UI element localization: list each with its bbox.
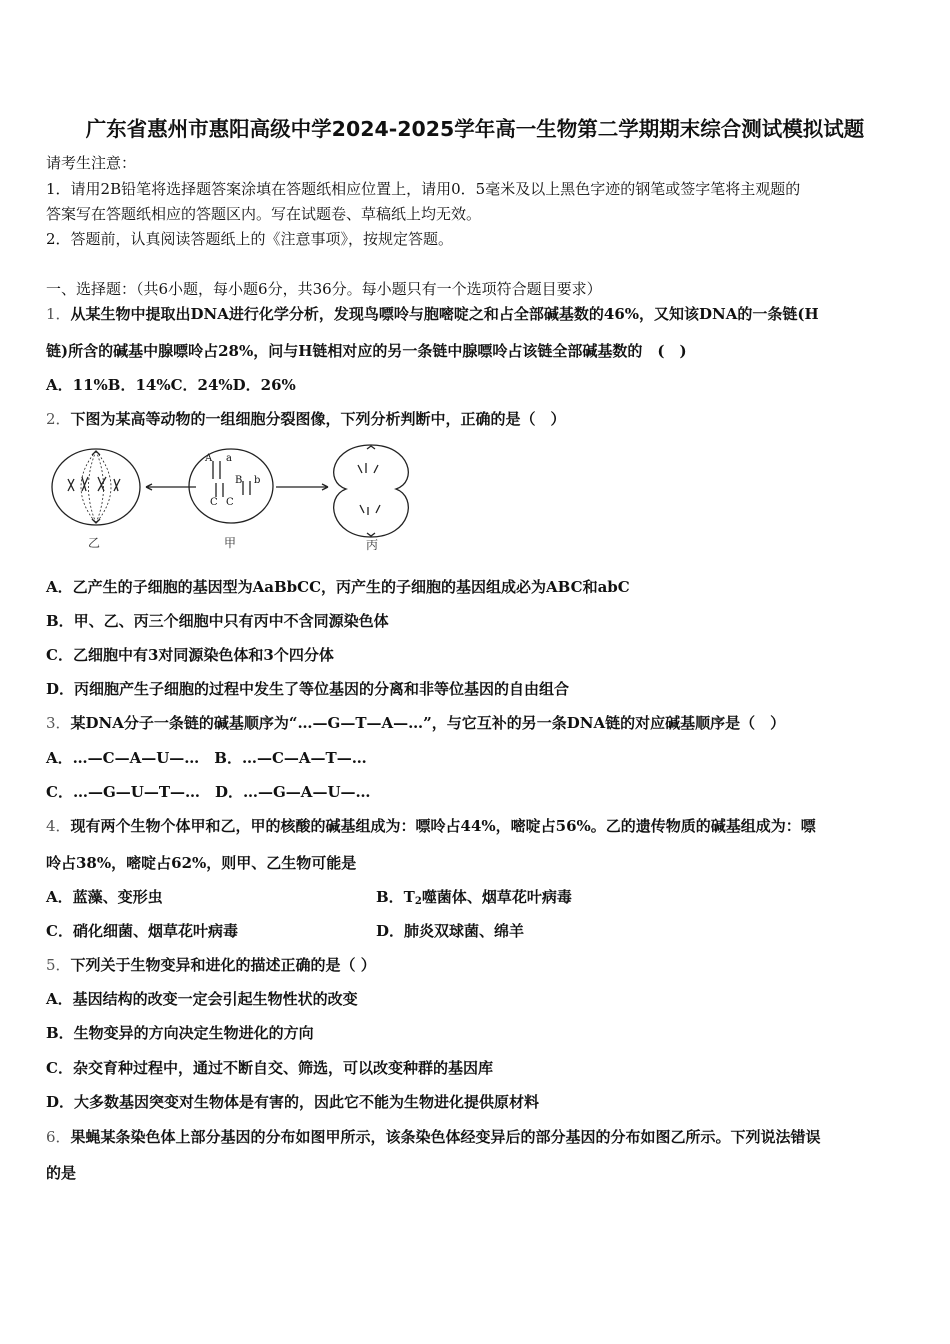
notice-item-1b: 答案写在答题纸相应的答题区内。写在试题卷、草稿纸上均无效。 bbox=[46, 205, 482, 223]
question-number: 6． bbox=[46, 1128, 71, 1146]
question-stem: 下图为某高等动物的一组细胞分裂图像，下列分析判断中，正确的是（ ） bbox=[70, 410, 566, 428]
question-2-option-b: B．甲、乙、丙三个细胞中只有丙中不含同源染色体 bbox=[46, 612, 389, 630]
question-5 bbox=[46, 954, 376, 975]
gene-label: C bbox=[226, 497, 234, 508]
question-3-options-ab: A．…—C—A—U—… B．…—C—A—T—… bbox=[46, 749, 367, 767]
notice-heading: 请考生注意： bbox=[46, 154, 137, 172]
page-title: 广东省惠州市惠阳高级中学2024-2025学年高一生物第二学期期末综合测试模拟试题 bbox=[85, 117, 865, 141]
cell-bing bbox=[334, 445, 409, 537]
question-4-option-a: A．蓝藻、变形虫 bbox=[46, 888, 163, 906]
question-number: 2． bbox=[46, 410, 71, 428]
figure-label-yi: 乙 bbox=[88, 536, 101, 550]
gene-label: C bbox=[210, 497, 218, 508]
question-2 bbox=[46, 408, 566, 429]
question-2-option-d: D．丙细胞产生子细胞的过程中发生了等位基因的分离和非等位基因的自由组合 bbox=[46, 680, 570, 698]
question-stem: 某DNA分子一条链的碱基顺序为“…—G—T—A—…”，与它互补的另一条DNA链的对应碱基顺序是（ ） bbox=[70, 714, 786, 732]
option-b-text: 噬菌体、烟草花叶病毒 bbox=[421, 888, 572, 906]
question-4-stem-cont: 呤占38%，嘧啶占62%，则甲、乙生物可能是 bbox=[46, 854, 357, 872]
question-stem: 果蝇某条染色体上部分基因的分布如图甲所示，该条染色体经变异后的部分基因的分布如图乙所示。下列说法错误 bbox=[70, 1128, 821, 1146]
question-stem: 下列关于生物变异和进化的描述正确的是（ ） bbox=[70, 956, 376, 974]
notice-item-2: 2．答题前，认真阅读答题纸上的《注意事项》，按规定答题。 bbox=[46, 230, 454, 248]
question-stem: 现有两个生物个体甲和乙，甲的核酸的碱基组成为：嘌呤占44%，嘧啶占56%。乙的遗传物质的碱基组成为：嘌 bbox=[70, 817, 816, 835]
gene-label: A bbox=[205, 453, 213, 464]
question-stem: 从某生物中提取出DNA进行化学分析，发现鸟嘌呤与胞嘧啶之和占全部碱基数的46%，又知该DNA的一条链(H bbox=[70, 305, 819, 323]
question-1-stem-cont: 链)所含的碱基中腺嘌呤占28%，问与H链相对应的另一条链中腺嘌呤占该链全部碱基数的 ( ) bbox=[46, 342, 687, 360]
question-1 bbox=[46, 303, 819, 324]
question-number: 3． bbox=[46, 714, 71, 732]
option-b-subscript: 2 bbox=[414, 896, 422, 907]
question-number: 4． bbox=[46, 817, 71, 835]
question-number: 1． bbox=[46, 305, 71, 323]
question-number: 5． bbox=[46, 956, 71, 974]
question-6 bbox=[46, 1126, 821, 1147]
cell-yi bbox=[52, 449, 140, 525]
question-5-option-b: B．生物变异的方向决定生物进化的方向 bbox=[46, 1024, 314, 1042]
question-4 bbox=[46, 815, 816, 836]
cell-division-figure bbox=[46, 437, 416, 557]
question-2-option-a: A．乙产生的子细胞的基因型为AaBbCC，丙产生的子细胞的基因组成必为ABC和abC bbox=[46, 578, 630, 596]
figure-label-bing: 丙 bbox=[366, 538, 379, 552]
question-6-stem-cont: 的是 bbox=[46, 1164, 77, 1182]
question-2-option-c: C．乙细胞中有3对同源染色体和3个四分体 bbox=[46, 646, 334, 664]
gene-label: a bbox=[226, 453, 232, 464]
question-5-option-a: A．基因结构的改变一定会引起生物性状的改变 bbox=[46, 990, 358, 1008]
question-4-option-b bbox=[376, 886, 572, 907]
question-1-options: A．11%B．14%C．24%D．26% bbox=[46, 376, 296, 394]
notice-item-1a: 1．请用2B铅笔将选择题答案涂填在答题纸相应位置上，请用0．5毫米及以上黑色字迹的钢笔或签字笔将主观题的 bbox=[46, 180, 801, 198]
gene-label: b bbox=[254, 475, 261, 486]
section-heading: 一、选择题：（共6小题，每小题6分，共36分。每小题只有一个选项符合题目要求） bbox=[46, 280, 602, 298]
question-4-option-c: C．硝化细菌、烟草花叶病毒 bbox=[46, 922, 238, 940]
question-3 bbox=[46, 712, 785, 733]
question-5-option-c: C．杂交育种过程中，通过不断自交、筛选，可以改变种群的基因库 bbox=[46, 1059, 493, 1077]
question-5-option-d: D．大多数基因突变对生物体是有害的，因此它不能为生物进化提供原材料 bbox=[46, 1093, 540, 1111]
question-3-options-cd: C．…—G—U—T—… D．…—G—A—U—… bbox=[46, 783, 371, 801]
cell-division-diagram bbox=[46, 437, 416, 557]
figure-label-jia: 甲 bbox=[224, 536, 237, 550]
question-4-option-d: D．肺炎双球菌、绵羊 bbox=[376, 922, 525, 940]
gene-label: B bbox=[235, 475, 243, 486]
option-b-prefix: B．T bbox=[376, 888, 415, 906]
